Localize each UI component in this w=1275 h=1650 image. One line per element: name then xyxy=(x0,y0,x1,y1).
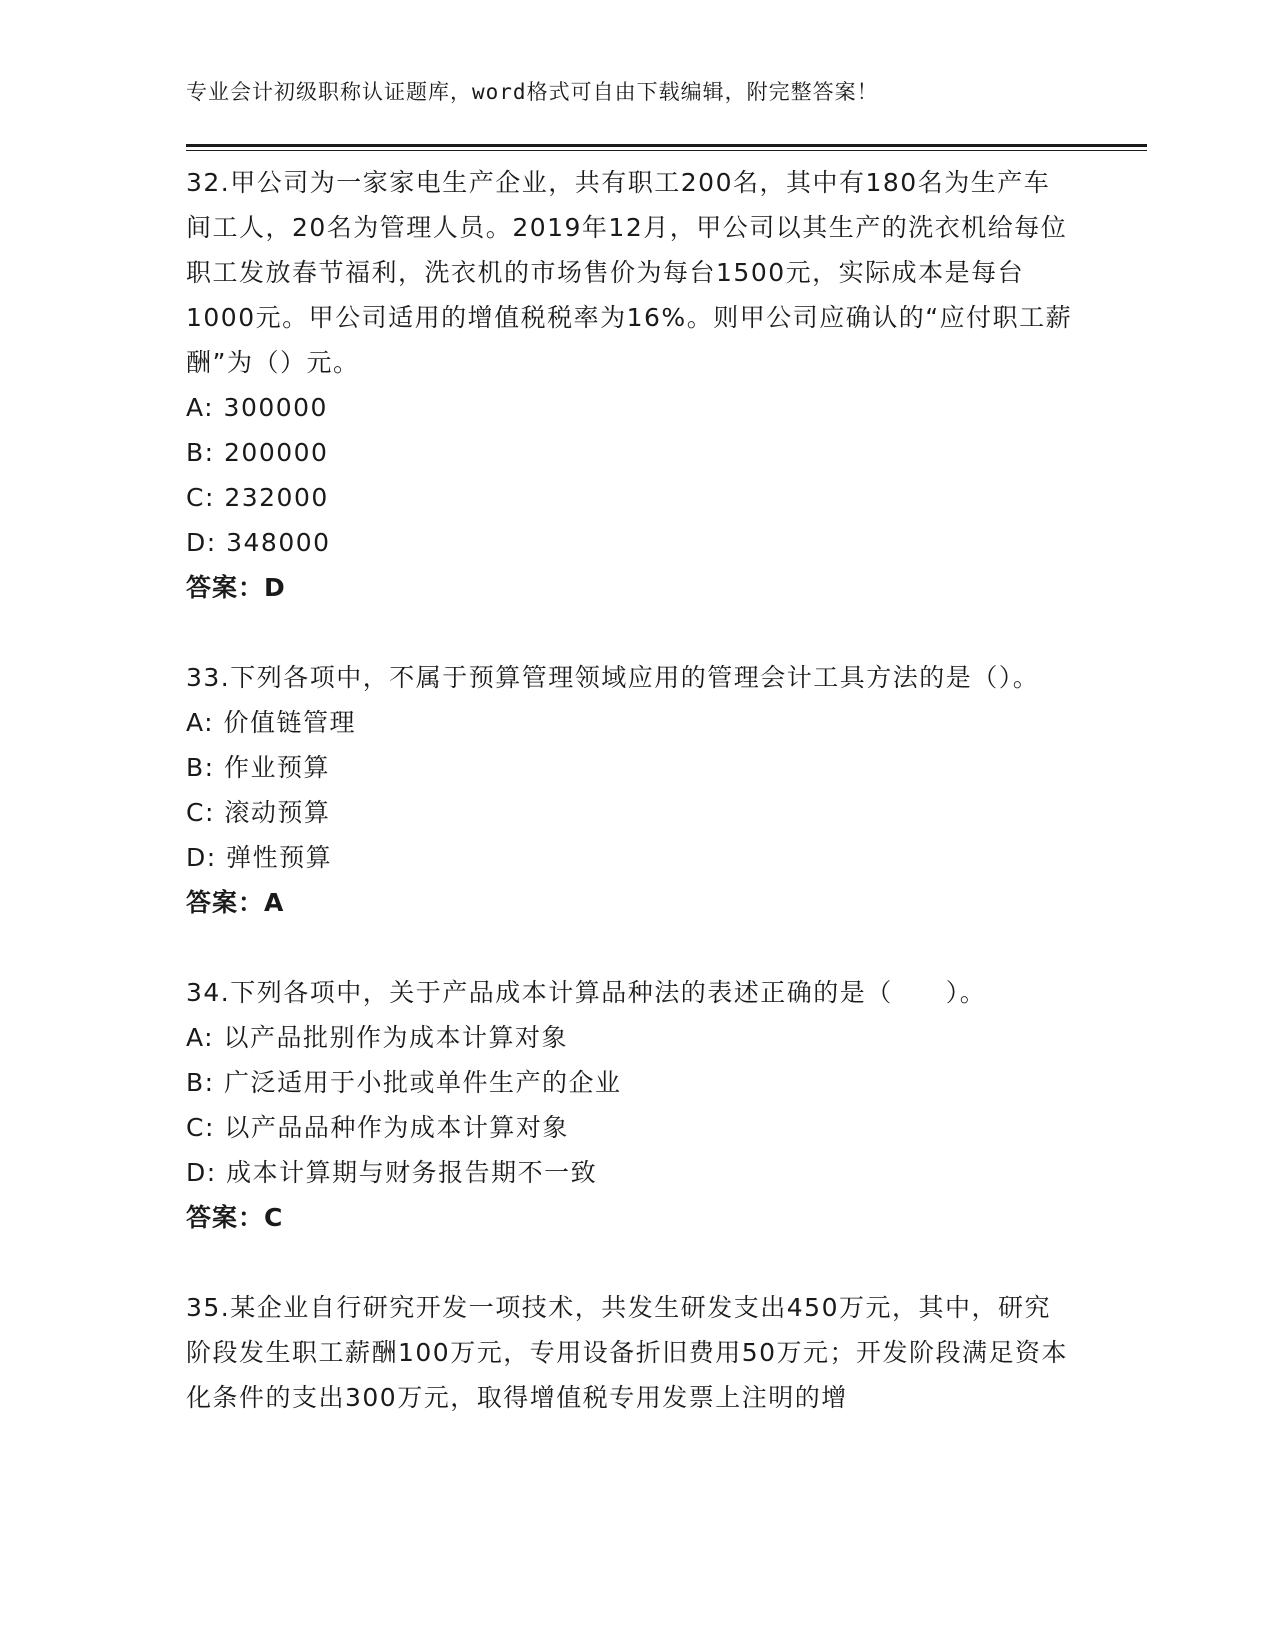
page-header: 专业会计初级职称认证题库，word格式可自由下载编辑，附完整答案！ xyxy=(186,80,879,104)
option-b: B: 作业预算 xyxy=(186,753,331,782)
question-stem: 32.甲公司为一家家电生产企业，共有职工200名，其中有180名为生产车间工人，20名为管理人员。2019年12月，甲公司以其生产的洗衣机给每位职工发放春节福利，洗衣机的市场售价为每台1500元，实际成本是每台1000元。甲公司适用的增值税税率为16%。则甲公司应确认的“应付职工薪酬”为（）元。 xyxy=(186,168,1073,377)
question-stem: 33.下列各项中，不属于预算管理领域应用的管理会计工具方法的是（）。 xyxy=(186,663,1040,692)
question-list xyxy=(186,160,1076,1420)
option-c: C: 滚动预算 xyxy=(186,798,331,827)
header-divider-thin xyxy=(186,150,1147,151)
option-b: B: 广泛适用于小批或单件生产的企业 xyxy=(186,1068,622,1097)
question-spacer xyxy=(186,610,1076,655)
question-32 xyxy=(186,160,1076,610)
option-a: A: 价值链管理 xyxy=(186,708,357,737)
question-33 xyxy=(186,655,1076,925)
question-35 xyxy=(186,1285,1076,1420)
option-b: B: 200000 xyxy=(186,438,329,467)
question-spacer xyxy=(186,1240,1076,1285)
option-d: D: 348000 xyxy=(186,528,331,557)
answer-label: 答案：A xyxy=(186,888,285,917)
option-a: A: 以产品批别作为成本计算对象 xyxy=(186,1023,569,1052)
option-c: C: 232000 xyxy=(186,483,329,512)
question-stem: 34.下列各项中，关于产品成本计算品种法的表述正确的是（ ）。 xyxy=(186,978,987,1007)
question-spacer xyxy=(186,925,1076,970)
option-c: C: 以产品品种作为成本计算对象 xyxy=(186,1113,569,1142)
option-a: A: 300000 xyxy=(186,393,328,422)
answer-label: 答案：D xyxy=(186,573,286,602)
question-stem: 35.某企业自行研究开发一项技术，共发生研发支出450万元，其中，研究阶段发生职工薪酬100万元，专用设备折旧费用50万元；开发阶段满足资本化条件的支出300万元，取得增值税专用发票上注明的增 xyxy=(186,1293,1069,1412)
option-d: D: 成本计算期与财务报告期不一致 xyxy=(186,1158,598,1187)
question-34 xyxy=(186,970,1076,1240)
option-d: D: 弹性预算 xyxy=(186,843,333,872)
answer-label: 答案：C xyxy=(186,1203,284,1232)
header-divider xyxy=(186,144,1147,147)
